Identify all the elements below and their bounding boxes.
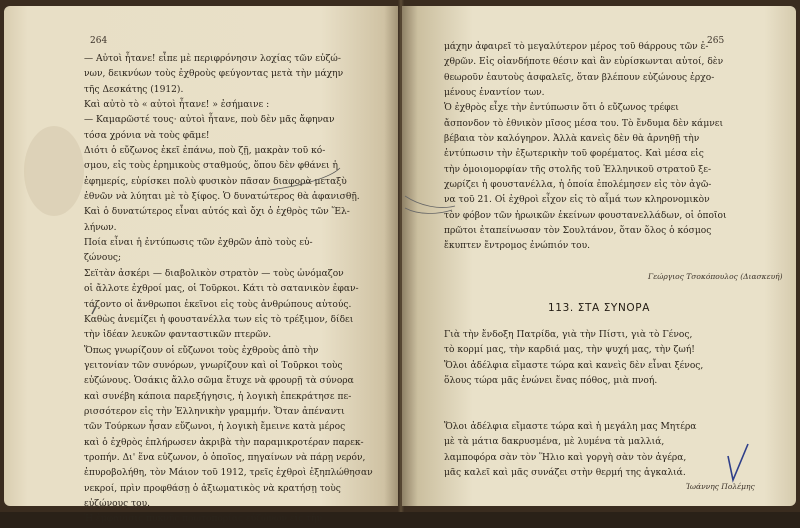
left-page-number: 264 [90,36,108,46]
text-line: βέβαια τὸν καλόγηρον. Ἀλλὰ κανεὶς δὲν θὰ ἀρνηθῇ τὴν [444,134,700,145]
text-line: τάζοντο οἱ ἄνθρωποι ἐκεῖνοι εἰς τοὺς ἀνθρώπους αὐτούς. [84,299,352,310]
text-line: χθρῶν. Εἰς οἱανδήποτε θέσιν καὶ ἂν εὑρίσκωνται αὐτοί, δὲν [444,57,724,68]
text-line: ἔκυπτεν ἔντρομος ἐνώπιόν του. [444,241,591,252]
left-page-text [84,52,374,528]
text-line: εὐζώνους. Ὁσάκις ἄλλο σῶμα ἔτυχε νὰ φρουρῇ τὰ σύνορα [84,376,354,387]
text-line: ἐπυροβολήθη, τὸν Μάιον τοῦ 1912, τρεῖς ἐχθροὶ ἐξηπλώθησαν [84,468,373,479]
text-line: μᾶς καλεῖ καὶ μᾶς συνάζει στὴν θερμή της ἀγκαλιά. [444,468,686,479]
text-line: χωρίζει ἡ φουστανέλλα, ἡ ὁποία ἐπολέμησεν εἰς τὸν ἀγῶ- [444,180,712,191]
text-line: ζώνους; [84,253,122,264]
text-line: — Καμαρῶστέ τους· αὐτοὶ ἦτανε, ποὺ δὲν μᾶς ἄφηναν [84,115,335,126]
section-heading: 113. ΣΤΑ ΣΥΝΟΡΑ [548,302,650,314]
text-line: καὶ συνέβη κάποια παρεξήγησις, ἡ λογικὴ ἐπεκράτησε πε- [84,391,352,402]
text-line: νεκροί, πρὶν προφθάσῃ ὁ ἀξιωματικὸς νὰ κρατήσῃ τοὺς [84,483,341,494]
text-line: νων, δεικνύων τοὺς ἐχθροὺς φεύγοντας μετὰ τὴν μάχην [84,69,344,80]
text-line: λαμποφόρα σὰν τὸν Ἥλιο καὶ γοργὴ σὰν τὸν ἀγέρα, [444,452,687,463]
poem-stanza-2 [444,420,744,481]
text-line: Γιὰ τὴν ἔνδοξη Πατρίδα, γιὰ τὴν Πίστι, γιὰ τὸ Γένος, [444,330,693,340]
text-line: — Αὐτοὶ ἦτανε! εἶπε μὲ περιφρόνησιν λοχίας τῶν εὐζώ- [84,54,341,64]
text-line: σμου, εἰς τοὺς ἐρημικοὺς σταθμούς, ὅπου δὲν φθάνει ἡ [84,161,338,172]
text-line: πρῶτοι ἐταπείνωσαν τὸν Σουλτάνον, ὅταν ὅλος ὁ κόσμος [444,226,712,237]
text-line: τροπήν. Δι' ἕνα εὐζωνον, ὁ ὁποῖος, πηγαίνων νὰ πάρῃ νερόν, [84,452,366,463]
text-line: Σεϊτὰν ἀσκέρι — διαβολικὸν στρατὸν — τοὺς ὠνόμαζον [84,268,344,279]
text-line: ἐντύπωσιν τὴν ἐξωτερικὴν τοῦ φορέματος. Καὶ μέσα εἰς [444,149,704,160]
text-line: ἐφημερίς, εὑρίσκει πολὺ φυσικὸν πᾶσαν διαφορὰ μεταξὺ [84,176,347,187]
text-line: Καὶ ὁ δυνατώτερος εἶναι αὐτός καὶ ὄχι ὁ ἐχθρὸς τῶν Ἕλ- [84,207,350,218]
text-line: Ὅλοι ἀδέλφια εἴμαστε τώρα καὶ κανεὶς δὲν εἶναι ξένος, [444,360,704,371]
text-line: μένους ἐναντίον των. [444,88,545,99]
text-line: ἐθνῶν νὰ λύηται μὲ τὸ ξίφος. Ὁ δυνατώτερος θὰ ἀφανισθῇ. [84,192,360,203]
text-line: Ὅλοι ἀδέλφια εἴμαστε τώρα καὶ ἡ μεγάλη μας Μητέρα [444,422,697,432]
text-line: Ποία εἶναι ἡ ἐντύπωσις τῶν ἐχθρῶν ἀπὸ τοὺς εὐ- [84,238,313,249]
text-line: Ὅπως γνωρίζουν οἱ εὔζωνοι τοὺς ἐχθροὺς ἀπὸ τὴν [84,345,319,356]
right-page-number: 265 [707,36,725,46]
text-line: τὴν ὁμοιομορφίαν τῆς στολῆς τοῦ Ἑλληνικοῦ στρατοῦ ξε- [444,164,712,175]
text-line: Διότι ὁ εὔζωνος ἐκεῖ ἐπάνω, ποὺ ζῇ, μακρὰν τοῦ κό- [84,146,326,157]
text-line: να τοῦ 21. Οἱ ἐχθροὶ εἶχον εἰς τὸ αἷμά των κληρονομικὸν [444,195,710,206]
text-line: τὸ κορμί μας, τὴν καρδιά μας, τὴν ψυχή μας, τὴν ζωή! [444,345,695,356]
text-line: εὐζώνους του. [84,498,151,509]
text-line: μὲ τὰ μάτια δακρυσμένα, μὲ λυμένα τὰ μαλλιά, [444,437,665,448]
text-line: μάχην ἀφαιρεῖ τὸ μεγαλύτερον μέρος τοῦ θάρρους τῶν ἐ- [444,42,709,52]
poem-stanza-1 [444,328,744,389]
text-line: λήνων. [84,222,117,233]
text-line: οἱ ἄλλοτε ἐχθροί μας, οἱ Τοῦρκοι. Κάτι τὸ σατανικὸν ἐφαν- [84,284,359,295]
text-line: θεωροῦν ἑαυτοὺς ἀσφαλεῖς, ὅταν βλέπουν εὐζώνους ἐρχο- [444,72,715,83]
right-page-text [444,40,740,255]
text-line: τῶν Τούρκων ἦσαν εὔζωνοι, ἡ λογικὴ ἔμεινε κατὰ μέρος [84,422,346,433]
text-line: γειτονίαν τῶν συνόρων, γνωρίζουν καὶ οἱ Τοῦρκοι τοὺς [84,360,343,371]
left-page [4,6,400,525]
text-line: τὸν φόβον τῶν ἡρωικῶν ἐκείνων φουστανελλάδων, οἱ ὁποῖοι [444,210,727,221]
text-line: Ἡ ἐμφάνισις πυκνῆς πρωτοπορίας εὐζώνων εἰς τὴν [84,514,323,525]
text-line: καὶ ὁ ἐχθρὸς ἐπλήρωσεν ἀκριβὰ τὴν παραμικροτέραν παρεκ- [84,437,364,448]
poem-author: Ἰωάννης Πολέμης [686,482,755,491]
text-line: τόσα χρόνια νὰ τοὺς φᾶμε! [84,130,210,141]
source-credit: Γεώργιος Τσοκόπουλος (Διασκευή) [648,272,783,281]
text-line: ὅλους τώρα μᾶς ἑνώνει ἕνας πόθος, μιὰ πνοή. [444,376,658,387]
text-line: Ὁ ἐχθρὸς εἶχε τὴν ἐντύπωσιν ὅτι ὁ εὔζωνος τρέφει [444,103,679,114]
text-line: Καὶ αὐτὸ τὸ « αὐτοὶ ἦτανε! » ἐσήμαινε : [84,100,270,111]
paper-stain [24,126,84,216]
right-page [402,6,796,506]
text-line: τῆς Δεσκάτης (1912). [84,84,184,95]
text-line: ἄσπονδον τὸ ἐθνικὸν μῖσος μέσα του. Τὸ ἔνδυμα δὲν κάμνει [444,118,724,129]
text-line: Καθὼς ἀνεμίζει ἡ φουστανέλλα των εἰς τὸ τρέξιμον, δίδει [84,314,354,325]
text-line: τὴν ἰδέαν λευκῶν φανταστικῶν πτερῶν. [84,330,272,341]
text-line: ρισσότερον εἰς τὴν Ἑλληνικὴν γραμμήν. Ὅταν ἀπέναντι [84,406,345,417]
